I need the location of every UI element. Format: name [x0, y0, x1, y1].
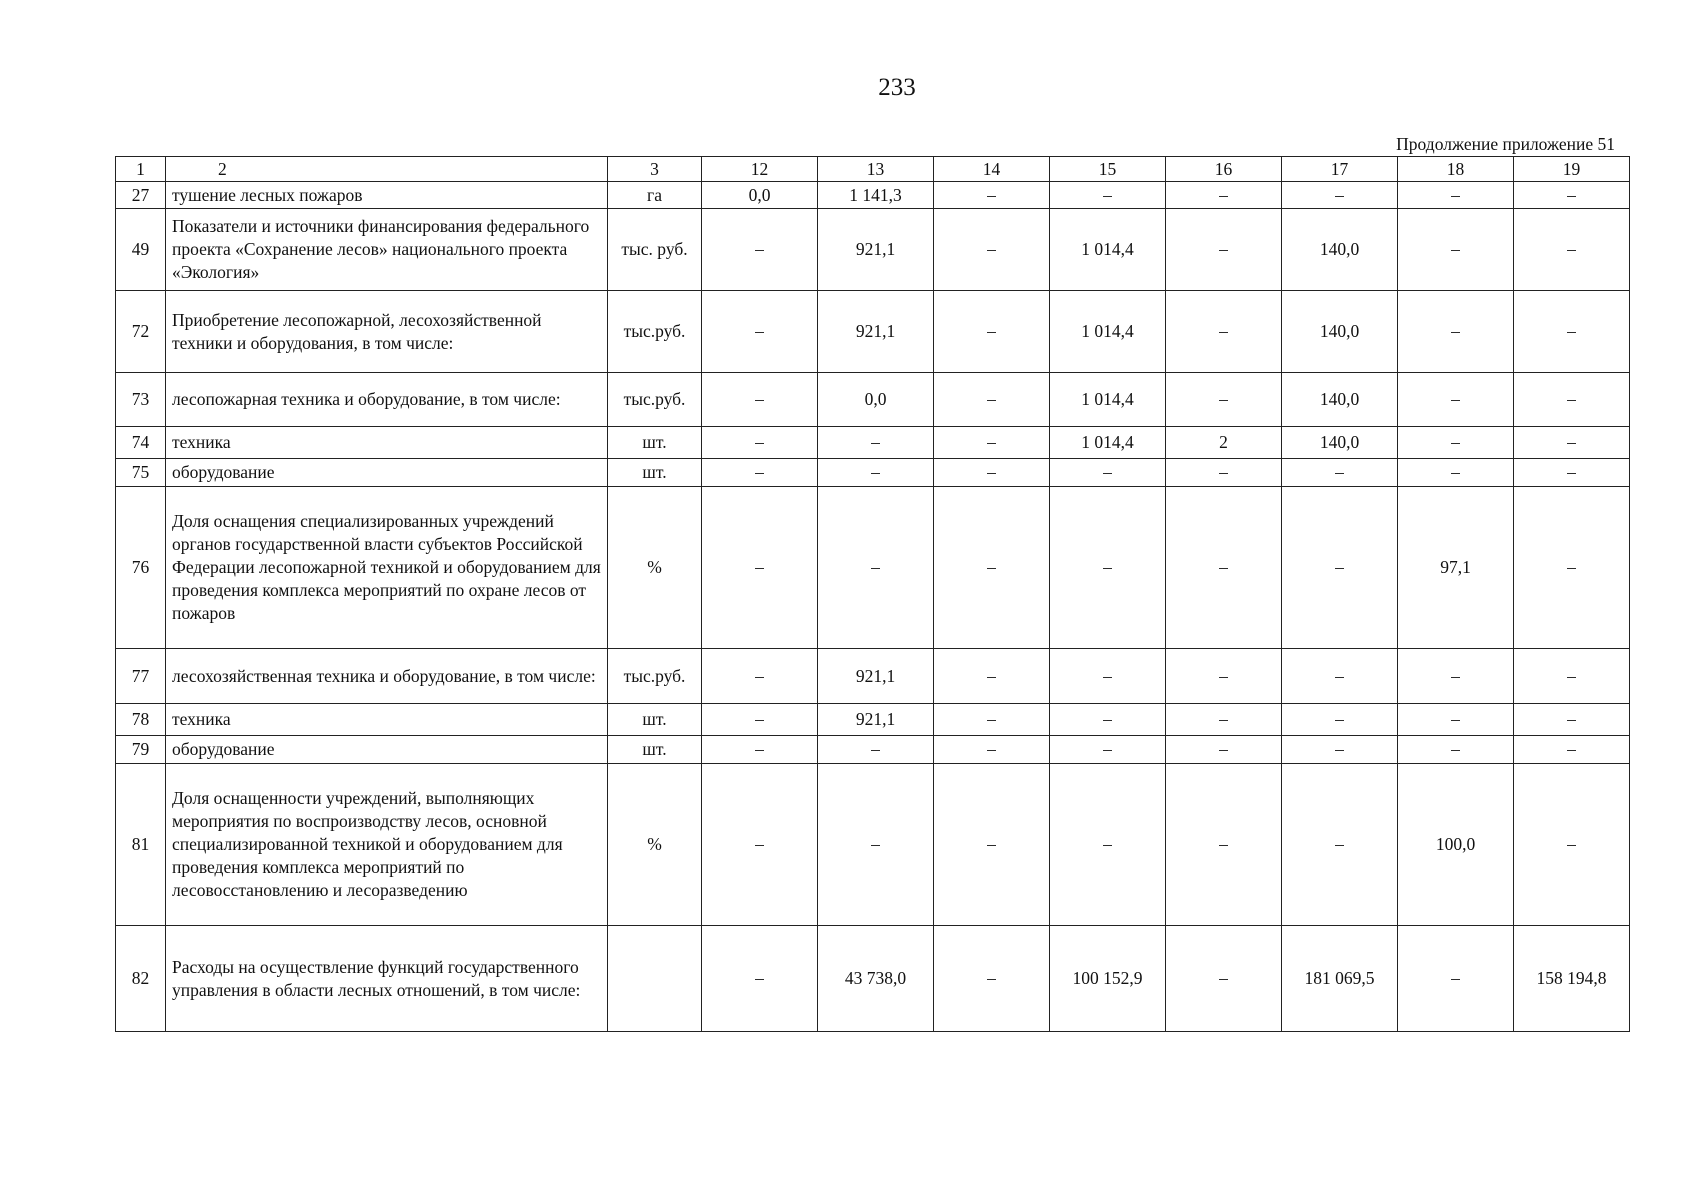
value-cell: –	[1050, 736, 1166, 764]
row-name: техника	[166, 427, 608, 459]
value-cell: –	[1514, 427, 1630, 459]
row-name: Показатели и источники финансирования федерального проекта «Сохранение лесов» национального проекта «Экология»	[166, 209, 608, 291]
table-row	[116, 649, 1630, 704]
row-unit: шт.	[608, 736, 702, 764]
value-cell: –	[1166, 373, 1282, 427]
value-cell: –	[934, 459, 1050, 487]
value-cell: –	[1398, 373, 1514, 427]
value-cell: –	[702, 291, 818, 373]
table-row	[116, 373, 1630, 427]
row-number: 76	[116, 487, 166, 649]
row-unit: %	[608, 764, 702, 926]
value-cell: 100 152,9	[1050, 926, 1166, 1032]
value-cell: 1 014,4	[1050, 373, 1166, 427]
value-cell: –	[702, 649, 818, 704]
column-header: 18	[1398, 157, 1514, 182]
value-cell: –	[934, 291, 1050, 373]
value-cell: –	[1398, 291, 1514, 373]
value-cell: –	[702, 427, 818, 459]
table-row	[116, 926, 1630, 1032]
value-cell: –	[934, 427, 1050, 459]
row-unit: %	[608, 487, 702, 649]
value-cell: –	[702, 704, 818, 736]
value-cell: 1 014,4	[1050, 291, 1166, 373]
value-cell: –	[1050, 487, 1166, 649]
value-cell: –	[818, 764, 934, 926]
value-cell: 43 738,0	[818, 926, 934, 1032]
value-cell: –	[934, 487, 1050, 649]
row-number: 81	[116, 764, 166, 926]
value-cell: –	[702, 459, 818, 487]
value-cell: 2	[1166, 427, 1282, 459]
value-cell: –	[1166, 487, 1282, 649]
value-cell: –	[1398, 704, 1514, 736]
value-cell: –	[818, 459, 934, 487]
row-number: 75	[116, 459, 166, 487]
table-row	[116, 182, 1630, 209]
column-header: 13	[818, 157, 934, 182]
value-cell: –	[1166, 764, 1282, 926]
row-unit: тыс.руб.	[608, 649, 702, 704]
value-cell: –	[1514, 373, 1630, 427]
row-number: 78	[116, 704, 166, 736]
row-number: 77	[116, 649, 166, 704]
table-row	[116, 764, 1630, 926]
row-name: лесопожарная техника и оборудование, в том числе:	[166, 373, 608, 427]
value-cell: –	[1398, 649, 1514, 704]
continuation-label: Продолжение приложение 51	[1396, 134, 1615, 154]
row-name: Доля оснащения специализированных учреждений органов государственной власти субъектов Российской Федерации лесопожарной техникой и оборудованием для проведения комплекса мероприятий по охране лесов от пожаров	[166, 487, 608, 649]
value-cell: –	[1050, 649, 1166, 704]
value-cell: –	[934, 373, 1050, 427]
row-unit: тыс.руб.	[608, 373, 702, 427]
value-cell: –	[934, 764, 1050, 926]
value-cell: –	[1050, 459, 1166, 487]
value-cell: –	[1514, 649, 1630, 704]
table-row	[116, 459, 1630, 487]
value-cell: 0,0	[818, 373, 934, 427]
table-row	[116, 209, 1630, 291]
row-name: техника	[166, 704, 608, 736]
column-header: 12	[702, 157, 818, 182]
value-cell: –	[934, 182, 1050, 209]
table-row	[116, 427, 1630, 459]
column-header: 15	[1050, 157, 1166, 182]
table-row	[116, 487, 1630, 649]
value-cell: –	[934, 736, 1050, 764]
value-cell: –	[1514, 291, 1630, 373]
appendix-table	[115, 156, 1630, 1032]
value-cell: –	[934, 209, 1050, 291]
row-number: 27	[116, 182, 166, 209]
table-row	[116, 736, 1630, 764]
value-cell: –	[1050, 764, 1166, 926]
value-cell: –	[1166, 209, 1282, 291]
row-unit: тыс.руб.	[608, 291, 702, 373]
value-cell: 0,0	[702, 182, 818, 209]
value-cell: –	[1282, 649, 1398, 704]
row-name: оборудование	[166, 459, 608, 487]
column-header: 16	[1166, 157, 1282, 182]
value-cell: –	[1166, 649, 1282, 704]
value-cell: –	[1050, 182, 1166, 209]
value-cell: –	[818, 736, 934, 764]
value-cell: –	[934, 704, 1050, 736]
value-cell: –	[1282, 736, 1398, 764]
value-cell: –	[1166, 291, 1282, 373]
column-header: 3	[608, 157, 702, 182]
column-header: 2	[166, 157, 608, 182]
row-unit: шт.	[608, 704, 702, 736]
column-header: 17	[1282, 157, 1398, 182]
value-cell: –	[1514, 459, 1630, 487]
value-cell: –	[1166, 926, 1282, 1032]
value-cell: –	[702, 926, 818, 1032]
value-cell: 921,1	[818, 704, 934, 736]
row-number: 74	[116, 427, 166, 459]
value-cell: –	[1282, 764, 1398, 926]
row-unit: тыс. руб.	[608, 209, 702, 291]
value-cell: –	[1514, 487, 1630, 649]
value-cell: 181 069,5	[1282, 926, 1398, 1032]
value-cell: –	[1282, 704, 1398, 736]
value-cell: –	[818, 487, 934, 649]
table-row	[116, 291, 1630, 373]
value-cell: 140,0	[1282, 209, 1398, 291]
value-cell: 1 014,4	[1050, 209, 1166, 291]
row-unit	[608, 926, 702, 1032]
header-row	[116, 157, 1630, 182]
row-number: 73	[116, 373, 166, 427]
column-header: 14	[934, 157, 1050, 182]
row-unit: шт.	[608, 459, 702, 487]
value-cell: –	[1398, 926, 1514, 1032]
value-cell: –	[1398, 209, 1514, 291]
row-name: Расходы на осуществление функций государственного управления в области лесных отношений, в том числе:	[166, 926, 608, 1032]
value-cell: –	[1166, 704, 1282, 736]
table-row	[116, 704, 1630, 736]
value-cell: 921,1	[818, 209, 934, 291]
value-cell: –	[1514, 182, 1630, 209]
value-cell: –	[1282, 182, 1398, 209]
value-cell: 158 194,8	[1514, 926, 1630, 1032]
row-number: 82	[116, 926, 166, 1032]
value-cell: –	[702, 373, 818, 427]
value-cell: –	[1282, 459, 1398, 487]
value-cell: –	[1398, 736, 1514, 764]
row-name: Приобретение лесопожарной, лесохозяйственной техники и оборудования, в том числе:	[166, 291, 608, 373]
value-cell: –	[1050, 704, 1166, 736]
column-header: 19	[1514, 157, 1630, 182]
value-cell: –	[1166, 182, 1282, 209]
value-cell: –	[1514, 736, 1630, 764]
row-number: 72	[116, 291, 166, 373]
value-cell: 100,0	[1398, 764, 1514, 926]
value-cell: 140,0	[1282, 291, 1398, 373]
row-name: оборудование	[166, 736, 608, 764]
value-cell: –	[702, 764, 818, 926]
value-cell: –	[818, 427, 934, 459]
page-number: 233	[878, 74, 916, 101]
value-cell: –	[934, 649, 1050, 704]
value-cell: –	[1166, 459, 1282, 487]
column-header: 1	[116, 157, 166, 182]
row-name: Доля оснащенности учреждений, выполняющих мероприятия по воспроизводству лесов, основной специализированной техникой и оборудованием для проведения комплекса мероприятий по лесовосстановлению и лесоразведению	[166, 764, 608, 926]
row-name: лесохозяйственная техника и оборудование, в том числе:	[166, 649, 608, 704]
value-cell: –	[934, 926, 1050, 1032]
value-cell: 1 014,4	[1050, 427, 1166, 459]
row-unit: га	[608, 182, 702, 209]
row-unit: шт.	[608, 427, 702, 459]
value-cell: –	[1398, 182, 1514, 209]
value-cell: –	[1282, 487, 1398, 649]
value-cell: –	[1398, 459, 1514, 487]
value-cell: 140,0	[1282, 427, 1398, 459]
value-cell: 1 141,3	[818, 182, 934, 209]
value-cell: 97,1	[1398, 487, 1514, 649]
value-cell: –	[1514, 209, 1630, 291]
value-cell: 140,0	[1282, 373, 1398, 427]
value-cell: –	[702, 209, 818, 291]
value-cell: –	[1398, 427, 1514, 459]
value-cell: –	[1514, 764, 1630, 926]
row-number: 79	[116, 736, 166, 764]
value-cell: –	[702, 736, 818, 764]
row-name: тушение лесных пожаров	[166, 182, 608, 209]
value-cell: –	[1514, 704, 1630, 736]
value-cell: –	[1166, 736, 1282, 764]
value-cell: 921,1	[818, 291, 934, 373]
row-number: 49	[116, 209, 166, 291]
value-cell: 921,1	[818, 649, 934, 704]
value-cell: –	[702, 487, 818, 649]
